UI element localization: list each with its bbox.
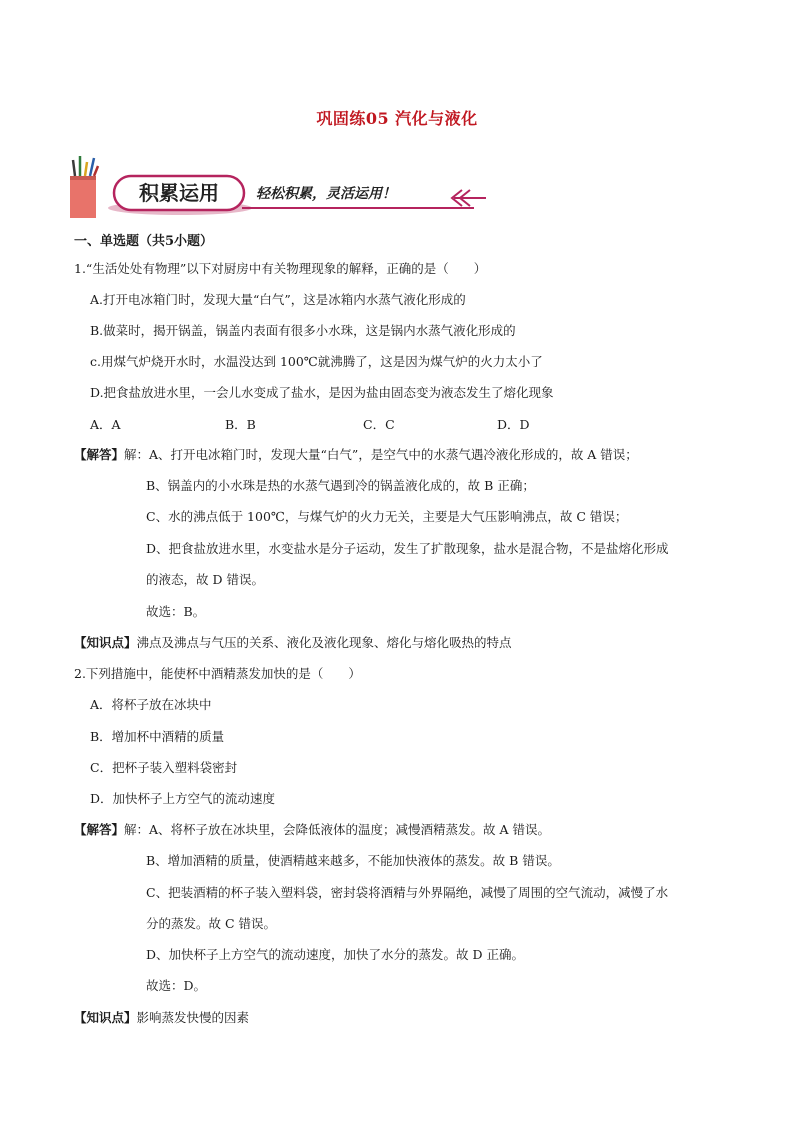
banner-heading: 积累运用 [139, 181, 219, 205]
answer-line: 故选：B。 [146, 604, 206, 619]
banner-slogan: 轻松积累，灵活运用！ [256, 186, 396, 202]
question-1-option-b: B.做菜时，揭开锅盖，锅盖内表面有很多小水珠，这是锅内水蒸气液化形成的 [90, 323, 516, 338]
choice-a: A．A [90, 417, 121, 432]
answer-line: 故选：D。 [146, 978, 207, 993]
answer-line: 解：A、打开电冰箱门时，发现大量“白气”，是空气中的水蒸气遇冷液化形成的，故 A 错误； [124, 447, 638, 462]
question-1-choices [90, 415, 610, 433]
question-1-option-c: c.用煤气炉烧开水时，水温没达到 100℃就沸腾了，这是因为煤气炉的火力太小了 [90, 354, 543, 369]
question-2-knowledge [74, 1010, 249, 1026]
section-banner [70, 154, 490, 222]
double-arrow-icon [452, 190, 486, 206]
question-1-option-d: D.把食盐放进水里，一会儿水变成了盐水，是因为盐由固态变为液态发生了熔化现象 [90, 385, 554, 400]
question-1-knowledge [74, 635, 512, 651]
question-1-stem: 1.“生活处处有物理”以下对厨房中有关物理现象的解释，正确的是（ ） [74, 261, 487, 276]
knowledge-tag: 【知识点】 [74, 1010, 137, 1025]
answer-line: 解：A、将杯子放在冰块里，会降低液体的温度；减慢酒精蒸发。故 A 错误。 [124, 822, 551, 837]
answer-line: 分的蒸发。故 C 错误。 [146, 916, 277, 931]
answer-line: B、锅盖内的小水珠是热的水蒸气遇到冷的锅盖液化成的，故 B 正确； [146, 478, 535, 493]
question-2-option-d: D．加快杯子上方空气的流动速度 [90, 791, 276, 806]
pen-holder-icon [70, 156, 98, 218]
knowledge-text: 沸点及沸点与气压的关系、液化及液化现象、熔化与熔化吸热的特点 [136, 635, 512, 650]
choice-c: C．C [363, 417, 395, 432]
page-title: 巩固练05 汽化与液化 [316, 109, 478, 128]
answer-line: B、增加酒精的质量，使酒精越来越多，不能加快液体的蒸发。故 B 错误。 [146, 853, 560, 868]
question-1-option-a: A.打开电冰箱门时，发现大量“白气”，这是冰箱内水蒸气液化形成的 [90, 292, 466, 307]
answer-line: C、水的沸点低于 100℃，与煤气炉的火力无关，主要是大气压影响沸点，故 C 错误； [146, 509, 628, 524]
question-2-answer [74, 822, 550, 838]
answer-line: C、把装酒精的杯子装入塑料袋，密封袋将酒精与外界隔绝，减慢了周围的空气流动，减慢了水 [146, 885, 669, 900]
question-2-option-a: A．将杯子放在冰块中 [90, 697, 212, 712]
answer-tag: 【解答】 [74, 822, 125, 837]
knowledge-tag: 【知识点】 [74, 635, 137, 650]
answer-line: 的液态，故 D 错误。 [146, 572, 264, 587]
question-2-stem: 2.下列措施中，能使杯中酒精蒸发加快的是（ ） [74, 666, 361, 681]
answer-line: D、加快杯子上方空气的流动速度，加快了水分的蒸发。故 D 正确。 [146, 947, 524, 962]
section-heading: 一、单选题（共5小题） [74, 234, 214, 249]
choice-d: D．D [497, 417, 530, 432]
question-1-answer [74, 447, 638, 463]
knowledge-text: 影响蒸发快慢的因素 [136, 1010, 250, 1025]
answer-line: D、把食盐放进水里，水变盐水是分子运动，发生了扩散现象，盐水是混合物，不是盐熔化形成 [146, 541, 669, 556]
question-2-option-c: C．把杯子装入塑料袋密封 [90, 760, 238, 775]
choice-b: B．B [225, 417, 256, 432]
answer-tag: 【解答】 [74, 447, 125, 462]
question-2-option-b: B．增加杯中酒精的质量 [90, 729, 225, 744]
